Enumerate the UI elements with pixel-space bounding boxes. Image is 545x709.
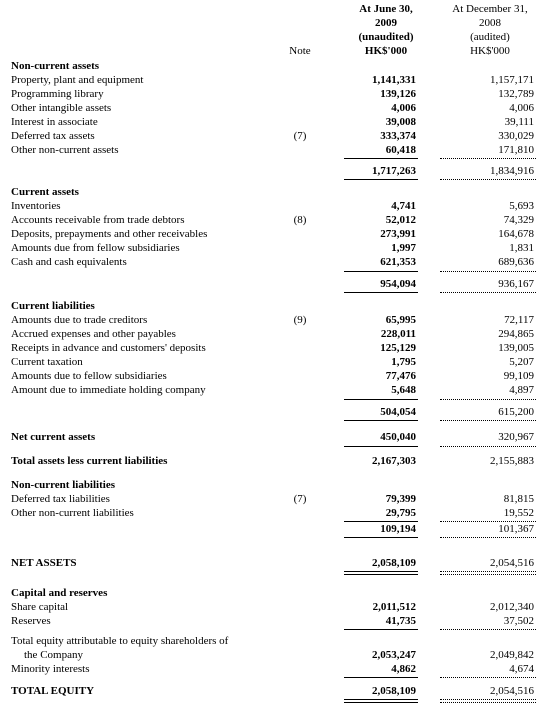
row-label: Amount due to immediate holding company — [11, 384, 206, 396]
row-label: Deferred tax assets — [11, 130, 95, 142]
subtotal-prior: 936,167 — [498, 278, 534, 290]
row-value-prior: 1,157,171 — [490, 74, 534, 86]
subtotal-current: 1,717,263 — [372, 165, 416, 177]
rule-prior — [440, 420, 536, 421]
equity-attrib-label-2: the Company — [24, 649, 83, 661]
minority-label: Minority interests — [11, 663, 90, 675]
row-value-current: 77,476 — [385, 370, 416, 382]
row-label: Amounts due to trade creditors — [11, 314, 148, 326]
row-value-current: 1,141,331 — [372, 74, 416, 86]
row-value-current: 52,012 — [385, 214, 416, 226]
row-value-current: 1,997 — [391, 242, 416, 254]
row-label: Deposits, prepayments and other receivables — [11, 228, 208, 240]
double-rule-current — [344, 699, 418, 703]
rule-current — [344, 537, 418, 538]
subtotal-current: 109,194 — [380, 523, 416, 535]
row-value-prior: 164,678 — [498, 228, 534, 240]
row-label: Accounts receivable from trade debtors — [11, 214, 185, 226]
row-value-prior: 81,815 — [503, 493, 534, 505]
minority-current: 4,862 — [391, 663, 416, 675]
row-label: Cash and cash equivalents — [11, 256, 127, 268]
double-rule-current — [344, 571, 418, 575]
header-prior-line-1: At December 31, — [452, 3, 528, 15]
section-heading-noncurrent-liabilities: Non-current liabilities — [11, 479, 115, 491]
minority-prior: 4,674 — [509, 663, 534, 675]
equity-attrib-current: 2,053,247 — [372, 649, 416, 661]
row-label: Reserves — [11, 615, 51, 627]
row-value-current: 333,374 — [380, 130, 416, 142]
row-note: (7) — [293, 130, 307, 142]
row-label: Amounts due from fellow subsidiaries — [11, 242, 180, 254]
row-label: Other non-current liabilities — [11, 507, 134, 519]
row-value-prior: 37,502 — [503, 615, 534, 627]
rule-current — [344, 420, 418, 421]
header-current-line-2: 2009 — [375, 17, 397, 29]
row-label: Other intangible assets — [11, 102, 112, 114]
row-value-prior: 1,831 — [509, 242, 534, 254]
row-value-current: 60,418 — [385, 144, 416, 156]
row-value-prior: 139,005 — [498, 342, 534, 354]
row-label: Deferred tax liabilities — [11, 493, 110, 505]
row-value-current: 4,006 — [391, 102, 416, 114]
row-label: Accrued expenses and other payables — [11, 328, 176, 340]
net-current-assets-label: Net current assets — [11, 431, 96, 443]
rule-prior — [440, 158, 536, 159]
row-label: Amounts due to fellow subsidiaries — [11, 370, 167, 382]
header-current-line-3: (unaudited) — [358, 31, 414, 43]
rule-prior — [440, 399, 536, 400]
rule-current — [344, 677, 418, 678]
subtotal-current: 504,054 — [380, 406, 416, 418]
row-label: Inventories — [11, 200, 61, 212]
section-heading-current-liabilities: Current liabilities — [11, 300, 95, 312]
total-assets-less-cl-prior: 2,155,883 — [490, 455, 534, 467]
total-equity-label: TOTAL EQUITY — [11, 685, 95, 697]
net-assets-current: 2,058,109 — [372, 557, 416, 569]
row-value-current: 4,741 — [391, 200, 416, 212]
row-value-prior: 99,109 — [503, 370, 534, 382]
row-note: (9) — [293, 314, 307, 326]
row-value-current: 39,008 — [385, 116, 416, 128]
row-value-prior: 19,552 — [503, 507, 534, 519]
header-prior-line-2: 2008 — [479, 17, 501, 29]
net-assets-label: NET ASSETS — [11, 557, 77, 569]
row-value-prior: 5,207 — [509, 356, 534, 368]
rule-prior — [440, 699, 536, 700]
rule-prior — [440, 292, 536, 293]
rule-prior — [440, 677, 536, 678]
row-value-prior: 171,810 — [498, 144, 534, 156]
total-equity-current: 2,058,109 — [372, 685, 416, 697]
header-current-line-4: HK$'000 — [364, 45, 408, 57]
row-value-prior: 2,012,340 — [490, 601, 534, 613]
rule-current — [344, 271, 418, 272]
net-current-assets-current: 450,040 — [380, 431, 416, 443]
row-value-prior: 330,029 — [498, 130, 534, 142]
header-prior-line-4: HK$'000 — [470, 45, 510, 57]
row-label: Other non-current assets — [11, 144, 119, 156]
rule-prior — [440, 446, 536, 447]
row-note: (7) — [293, 493, 307, 505]
row-value-current: 5,648 — [391, 384, 416, 396]
row-value-current: 2,011,512 — [372, 601, 416, 613]
header-current-line-1: At June 30, — [359, 3, 413, 15]
row-value-prior: 4,006 — [509, 102, 534, 114]
rule-current — [344, 158, 418, 159]
row-label: Receipts in advance and customers' deposits — [11, 342, 206, 354]
row-label: Programming library — [11, 88, 104, 100]
row-value-prior: 72,117 — [504, 314, 534, 326]
row-value-current: 228,011 — [380, 328, 416, 340]
header-prior-line-3: (audited) — [470, 31, 510, 43]
row-value-prior: 132,789 — [498, 88, 534, 100]
row-value-current: 29,795 — [385, 507, 416, 519]
row-value-prior: 74,329 — [503, 214, 534, 226]
row-label: Interest in associate — [11, 116, 98, 128]
rule-prior — [440, 574, 536, 575]
row-value-current: 65,995 — [385, 314, 416, 326]
equity-attrib-prior: 2,049,842 — [490, 649, 534, 661]
row-value-prior: 39,111 — [504, 116, 534, 128]
equity-attrib-label-1: Total equity attributable to equity shareholders of — [11, 635, 229, 647]
net-current-assets-prior: 320,967 — [498, 431, 534, 443]
subtotal-current: 954,094 — [380, 278, 416, 290]
row-note: (8) — [293, 214, 307, 226]
rule-current — [344, 179, 418, 180]
total-equity-prior: 2,054,516 — [490, 685, 534, 697]
row-value-current: 139,126 — [380, 88, 416, 100]
rule-prior — [440, 179, 536, 180]
subtotal-prior: 615,200 — [498, 406, 534, 418]
row-value-current: 621,353 — [380, 256, 416, 268]
row-label: Share capital — [11, 601, 69, 613]
rule-prior — [440, 702, 536, 703]
rule-prior — [440, 271, 536, 272]
row-value-prior: 4,897 — [509, 384, 534, 396]
rule-current — [344, 399, 418, 400]
row-value-current: 1,795 — [391, 356, 416, 368]
net-assets-prior: 2,054,516 — [490, 557, 534, 569]
rule-current — [344, 629, 418, 630]
subtotal-prior: 1,834,916 — [490, 165, 534, 177]
row-value-current: 41,735 — [385, 615, 416, 627]
total-assets-less-cl-current: 2,167,303 — [372, 455, 416, 467]
section-heading-current-assets: Current assets — [11, 186, 79, 198]
rule-prior — [440, 571, 536, 572]
row-value-current: 273,991 — [380, 228, 416, 240]
rule-prior — [440, 537, 536, 538]
row-value-current: 79,399 — [385, 493, 416, 505]
rule-current — [344, 292, 418, 293]
rule-current — [344, 446, 418, 447]
section-heading-noncurrent-assets: Non-current assets — [11, 60, 100, 72]
row-value-prior: 5,693 — [509, 200, 534, 212]
row-value-current: 125,129 — [380, 342, 416, 354]
total-assets-less-cl-label: Total assets less current liabilities — [11, 455, 168, 467]
row-label: Property, plant and equipment — [11, 74, 144, 86]
subtotal-prior: 101,367 — [498, 523, 534, 535]
section-heading-capital-reserves: Capital and reserves — [11, 587, 108, 599]
row-value-prior: 294,865 — [498, 328, 534, 340]
rule-prior — [440, 629, 536, 630]
row-value-prior: 689,636 — [498, 256, 534, 268]
header-note: Note — [289, 45, 311, 57]
row-label: Current taxation — [11, 356, 83, 368]
